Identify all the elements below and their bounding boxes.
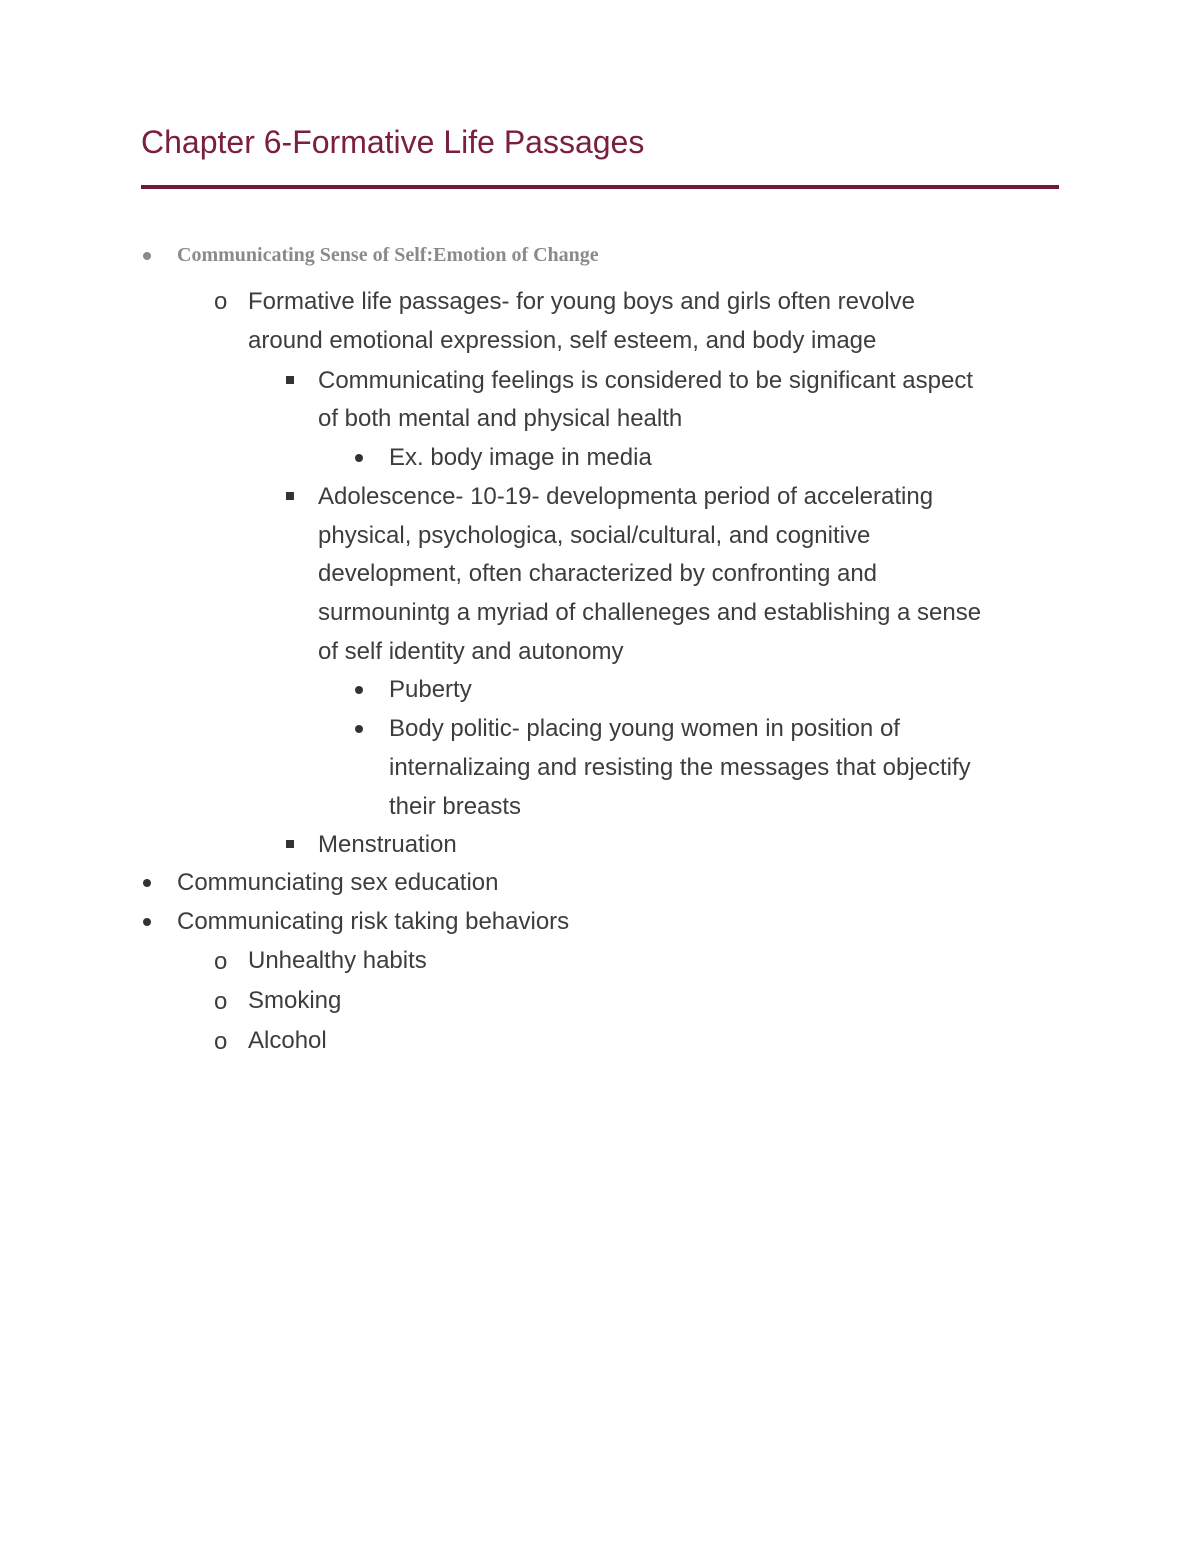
- bullet-square-icon: [286, 376, 294, 384]
- list-item-continuation: internalizaing and resisting the messages that objectify: [389, 754, 971, 781]
- bullet-disc-icon: [143, 879, 151, 887]
- bullet-circle-icon: o: [214, 948, 228, 975]
- bullet-disc-icon: [355, 686, 363, 694]
- page-title: Chapter 6-Formative Life Passages: [141, 124, 645, 160]
- bullet-disc-icon: [355, 725, 363, 733]
- list-item: Adolescence- 10-19- developmenta period of accelerating: [318, 483, 934, 510]
- list-item-continuation: surmounintg a myriad of challeneges and establishing a sense: [318, 599, 982, 626]
- list-item: Body politic- placing young women in position of: [389, 715, 900, 742]
- list-item: Puberty: [389, 676, 472, 703]
- bullet-disc-icon: [143, 252, 151, 260]
- bullet-circle-icon: o: [214, 988, 228, 1015]
- list-item: Formative life passages- for young boys and girls often revolve: [248, 288, 915, 315]
- bullet-disc-icon: [143, 918, 151, 926]
- list-item-continuation: of both mental and physical health: [318, 405, 683, 432]
- list-item-continuation: physical, psychologica, social/cultural, and cognitive: [318, 522, 871, 549]
- list-item: Communciating sex education: [177, 869, 499, 896]
- list-item-continuation: around emotional expression, self esteem, and body image: [248, 327, 877, 354]
- section-heading: Communicating Sense of Self:Emotion of Change: [177, 244, 599, 266]
- bullet-square-icon: [286, 492, 294, 500]
- bullet-circle-icon: o: [214, 1028, 228, 1055]
- list-item: Communicating feelings is considered to be significant aspect: [318, 367, 974, 394]
- title-divider: [141, 185, 1059, 189]
- list-item: Alcohol: [248, 1027, 327, 1054]
- list-item: Menstruation: [318, 831, 457, 858]
- list-item-continuation: development, often characterized by confronting and: [318, 560, 878, 587]
- list-item-continuation: of self identity and autonomy: [318, 638, 624, 665]
- list-item: Ex. body image in media: [389, 444, 652, 471]
- bullet-square-icon: [286, 840, 294, 848]
- bullet-disc-icon: [355, 454, 363, 462]
- list-item: Smoking: [248, 987, 342, 1014]
- list-item: Unhealthy habits: [248, 947, 427, 974]
- list-item-continuation: their breasts: [389, 793, 522, 820]
- list-item: Communicating risk taking behaviors: [177, 908, 570, 935]
- bullet-circle-icon: o: [214, 288, 228, 315]
